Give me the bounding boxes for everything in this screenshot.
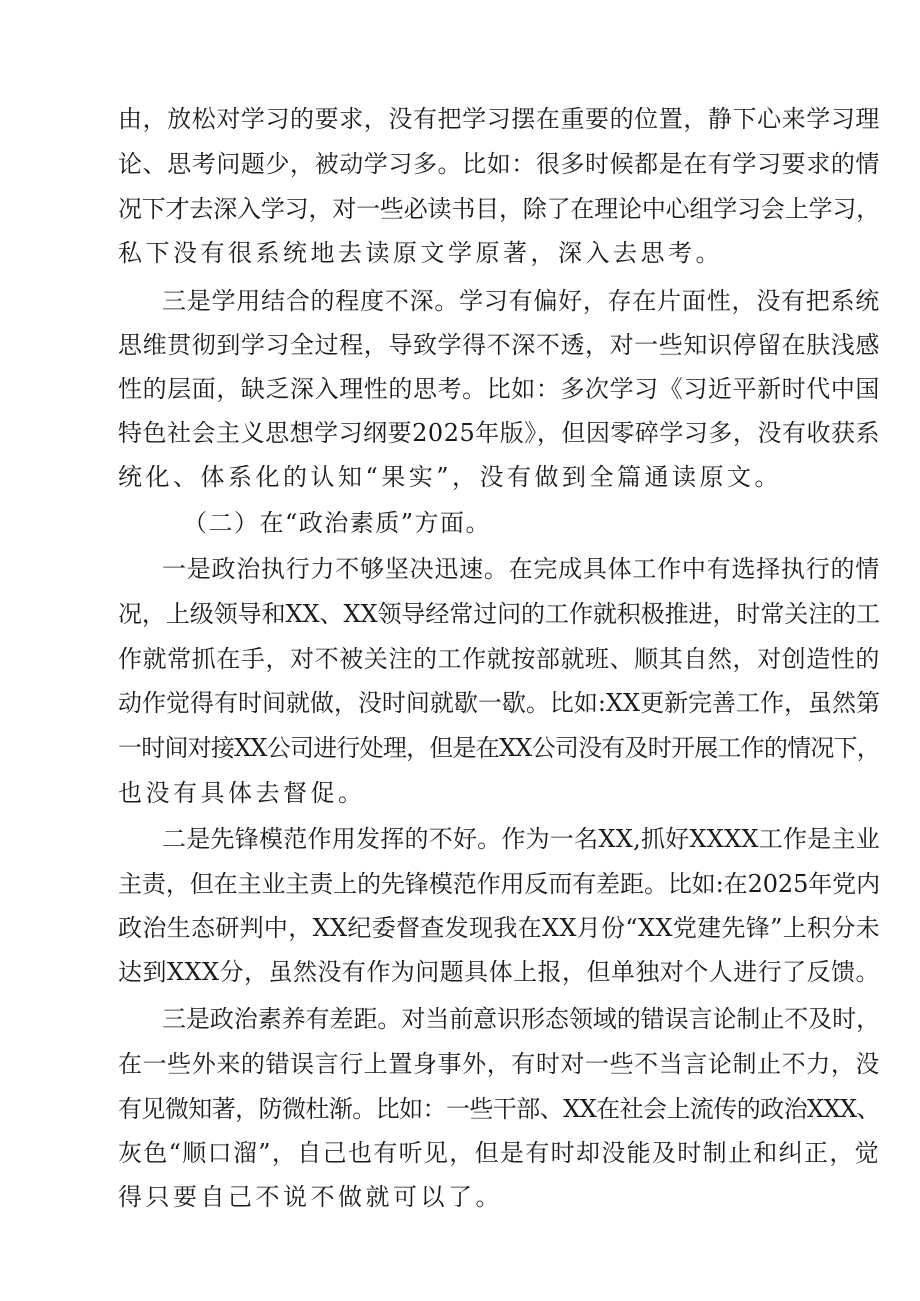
- text-line: 灰色“顺口溜”，自己也有听见，但是有时却没能及时制止和纠正，觉: [118, 1139, 880, 1167]
- text-line: 私下没有很系统地去读原文学原著，深入去思考。: [118, 239, 723, 267]
- text-line: 作就常抓在手，对不被关注的工作就按部就班、顺其自然，对创造性的: [118, 645, 880, 673]
- text-line: 得只要自己不说不做就可以了。: [118, 1183, 503, 1211]
- text-line: 一时间对接XX公司进行处理，但是在XX公司没有及时开展工作的情况下，: [118, 734, 880, 762]
- text-line: 况，上级领导和XX、XX领导经常过问的工作就积极推进，时常关注的工: [118, 600, 880, 628]
- text-line: 性的层面，缺乏深入理性的思考。比如：多次学习《习近平新时代中国: [118, 375, 880, 403]
- text-line: 在一些外来的错误言行上置身事外，有时对一些不当言论制止不力，没: [118, 1050, 880, 1078]
- text-line: 也没有具体去督促。: [118, 779, 366, 807]
- text-line: 由，放松对学习的要求，没有把学习摆在重要的位置，静下心来学习理: [118, 105, 880, 133]
- text-line: 一是政治执行力不够坚决迅速。在完成具体工作中有选择执行的情: [162, 555, 880, 583]
- text-line: 特色社会主义思想学习纲要2025年版》，但因零碎学习多，没有收获系: [118, 419, 880, 447]
- text-line: 政治生态研判中，XX纪委督查发现我在XX月份“XX党建先锋”上积分未: [118, 914, 880, 942]
- text-line: 三是学用结合的程度不深。学习有偏好，存在片面性，没有把系统: [162, 287, 880, 315]
- text-line: 统化、体系化的认知“果实”，没有做到全篇通读原文。: [118, 463, 783, 491]
- text-line: 主责，但在主业主责上的先锋模范作用反而有差距。比如:在2025年党内: [118, 870, 880, 898]
- text-line: 有见微知著，防微杜渐。比如：一些干部、XX在社会上流传的政治XXX、: [118, 1095, 880, 1123]
- text-line: 思维贯彻到学习全过程，导致学得不深不透，对一些知识停留在肤浅感: [118, 331, 880, 359]
- section-heading: （二）在“政治素质”方面。: [183, 509, 492, 537]
- text-line: 二是先锋模范作用发挥的不好。作为一名XX,抓好XXXX工作是主业: [162, 825, 880, 853]
- text-line: 况下才去深入学习，对一些必读书目，除了在理论中心组学习会上学习，: [118, 195, 880, 223]
- text-line: 三是政治素养有差距。对当前意识形态领域的错误言论制止不及时，: [162, 1005, 880, 1033]
- text-line: 动作觉得有时间就做，没时间就歇一歇。比如:XX更新完善工作，虽然第: [118, 689, 880, 717]
- text-line: 达到XXX分，虽然没有作为问题具体上报，但单独对个人进行了反馈。: [118, 958, 880, 986]
- text-line: 论、思考问题少，被动学习多。比如：很多时候都是在有学习要求的情: [118, 150, 880, 178]
